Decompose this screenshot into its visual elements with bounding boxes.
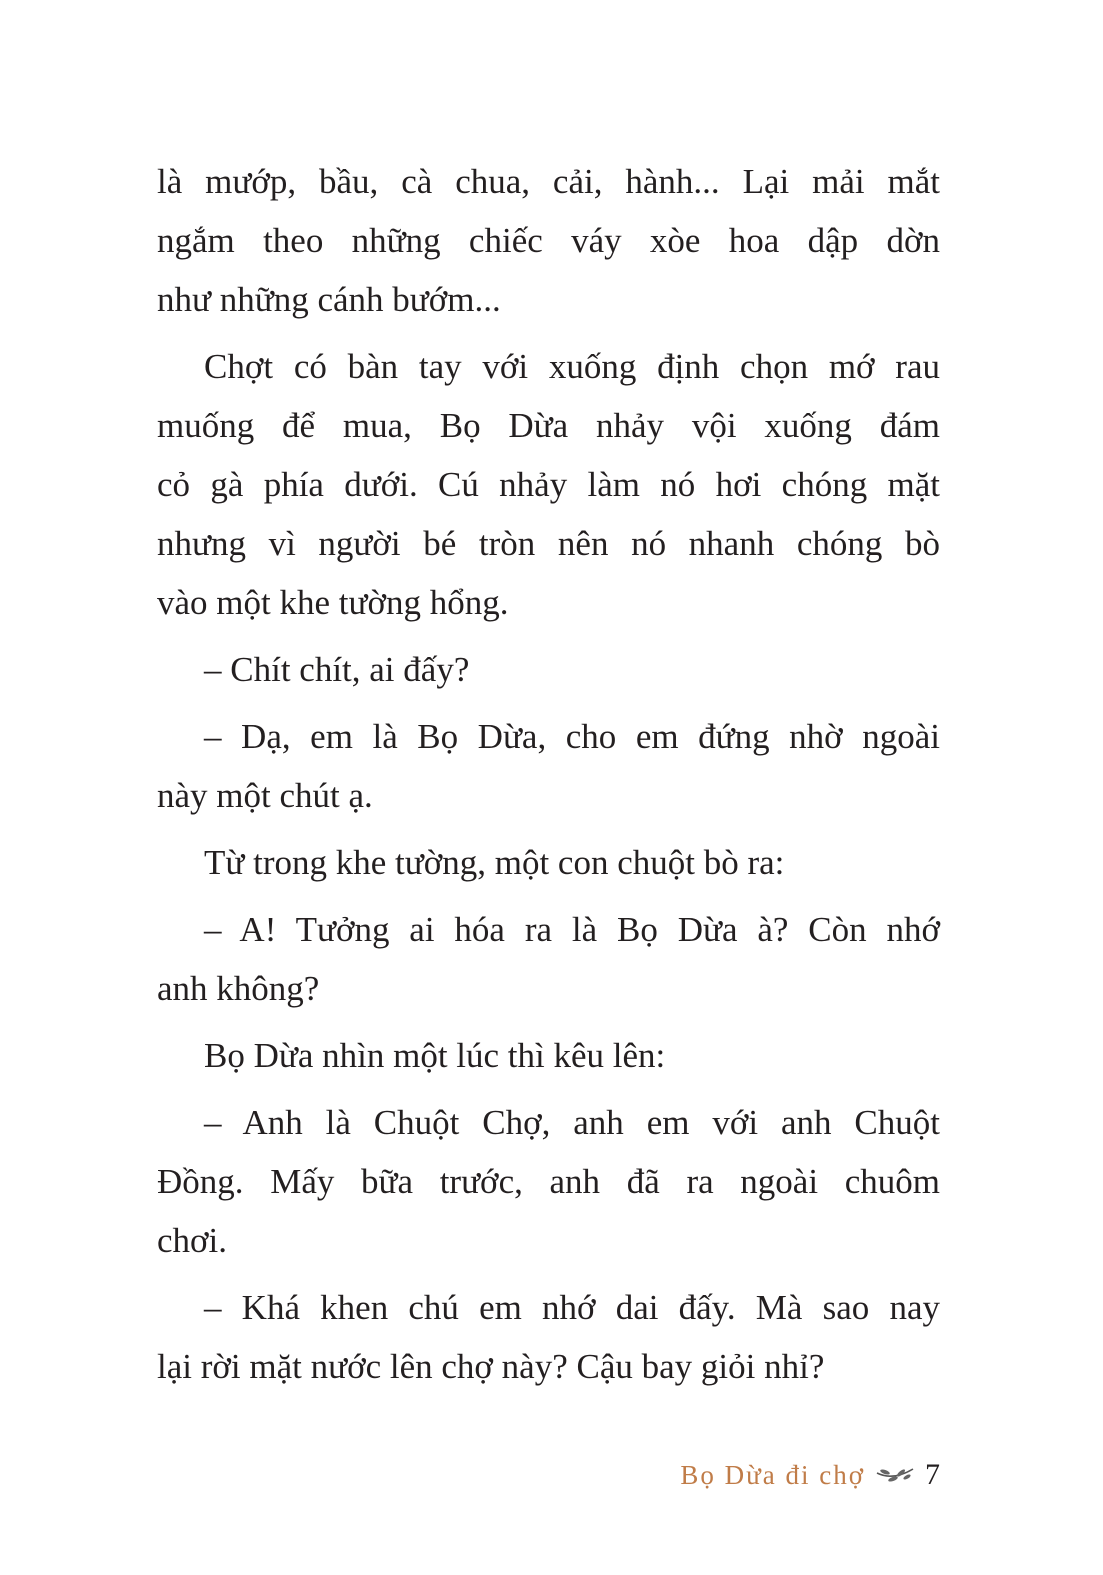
paragraph [157,337,940,632]
paragraph [157,1026,940,1085]
text-line: vào một khe tường hổng. [157,583,509,622]
page-footer [680,1458,940,1492]
text-line: chơi. [157,1221,228,1260]
text-line: Đồng. Mấy bữa trước, anh đã ra ngoài chuôm [157,1162,940,1201]
running-title: Bọ Dừa đi chợ [680,1459,865,1490]
text-line: lại rời mặt nước lên chợ này? Cậu bay giỏi nhỉ? [157,1347,825,1386]
text-line: – Anh là Chuột Chợ, anh em với anh Chuột [204,1103,940,1142]
text-line: muống để mua, Bọ Dừa nhảy vội xuống đám [157,406,940,445]
text-line: anh không? [157,969,320,1008]
text-line: Bọ Dừa nhìn một lúc thì kêu lên: [204,1036,666,1075]
leaf-sprig-icon [875,1465,915,1485]
paragraph [157,1278,940,1396]
text-line: – A! Tưởng ai hóa ra là Bọ Dừa à? Còn nhớ [204,910,940,949]
paragraph [157,152,940,329]
text-line: nhưng vì người bé tròn nên nó nhanh chóng bò [157,524,940,563]
text-line: Chợt có bàn tay với xuống định chọn mớ rau [204,347,940,386]
text-line: – Dạ, em là Bọ Dừa, cho em đứng nhờ ngoài [204,717,940,756]
text-line: này một chút ạ. [157,776,373,815]
text-line: là mướp, bầu, cà chua, cải, hành... Lại mải mắt [157,162,940,201]
text-line: – Chít chít, ai đấy? [204,650,470,689]
text-line: ngắm theo những chiếc váy xòe hoa dập dờn [157,221,940,260]
paragraph [157,833,940,892]
body-text [157,152,940,1404]
text-line: cỏ gà phía dưới. Cú nhảy làm nó hơi chóng mặt [157,465,940,504]
paragraph [157,1093,940,1270]
paragraph [157,707,940,825]
paragraph [157,900,940,1018]
text-line: Từ trong khe tường, một con chuột bò ra: [204,843,785,882]
text-line: như những cánh bướm... [157,280,501,319]
paragraph [157,640,940,699]
page-number: 7 [925,1458,940,1491]
text-line: – Khá khen chú em nhớ dai đấy. Mà sao nay [204,1288,940,1327]
